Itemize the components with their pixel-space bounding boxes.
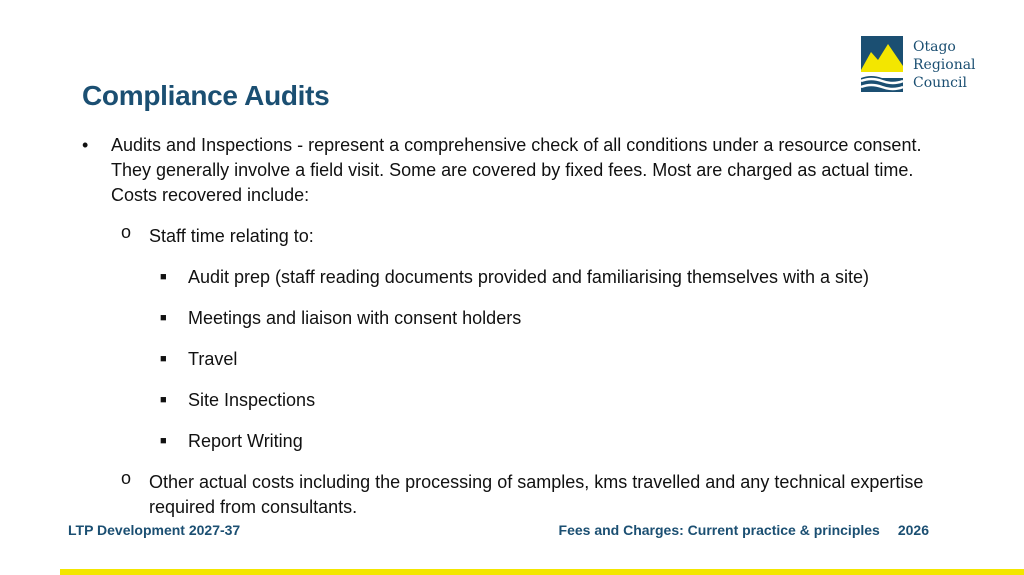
bullet-marker: • [82,135,89,155]
square-bullet-marker: ■ [160,271,167,283]
footer-project-label: LTP Development 2027-37 [68,522,241,538]
sub-bullet-text: Staff time relating to: [149,226,314,246]
slide-body [82,133,962,520]
list-item [82,306,962,331]
square-bullet-marker: ■ [160,353,167,365]
sub-bullet-marker: o [121,468,132,488]
list-item-text: Audit prep (staff reading documents provided and familiarising themselves with a site) [188,267,870,287]
list-item-text: Meetings and liaison with consent holders [188,308,522,328]
mountain-wave-icon [861,36,903,92]
footer-section-label [559,522,929,538]
list-item [82,265,962,290]
logo-line-1: Otago [913,39,956,55]
logo-line-2: Regional [913,57,976,73]
sub-bullet-item [82,224,962,249]
list-item [82,388,962,413]
slide-title: Compliance Audits [82,80,330,111]
list-item-text: Report Writing [188,431,303,451]
square-bullet-marker: ■ [160,435,167,447]
list-item [82,429,962,454]
org-logo [861,36,991,94]
list-item-text: Site Inspections [188,390,316,410]
list-item [82,347,962,372]
sub-bullet-text: Other actual costs including the processing of samples, kms travelled and any technical expertise required from consultants. [149,472,924,517]
logo-line-3: Council [913,75,967,91]
footer-year: 2026 [897,522,929,538]
square-bullet-marker: ■ [160,312,167,324]
bullet-item [82,133,962,208]
footer-section-title: Fees and Charges: Current practice & principles [558,522,880,538]
square-bullet-marker: ■ [160,394,167,406]
logo-wordmark [913,38,976,92]
sub-bullet-item [82,470,962,520]
sub-bullet-marker: o [121,222,132,242]
list-item-text: Travel [188,349,238,369]
bullet-text: Audits and Inspections - represent a comprehensive check of all conditions under a resource consent. They generally involve a field visit. Some are covered by fixed fees. Most are charged as actual time. Costs recovered include: [111,135,922,205]
accent-bar [60,569,1024,575]
